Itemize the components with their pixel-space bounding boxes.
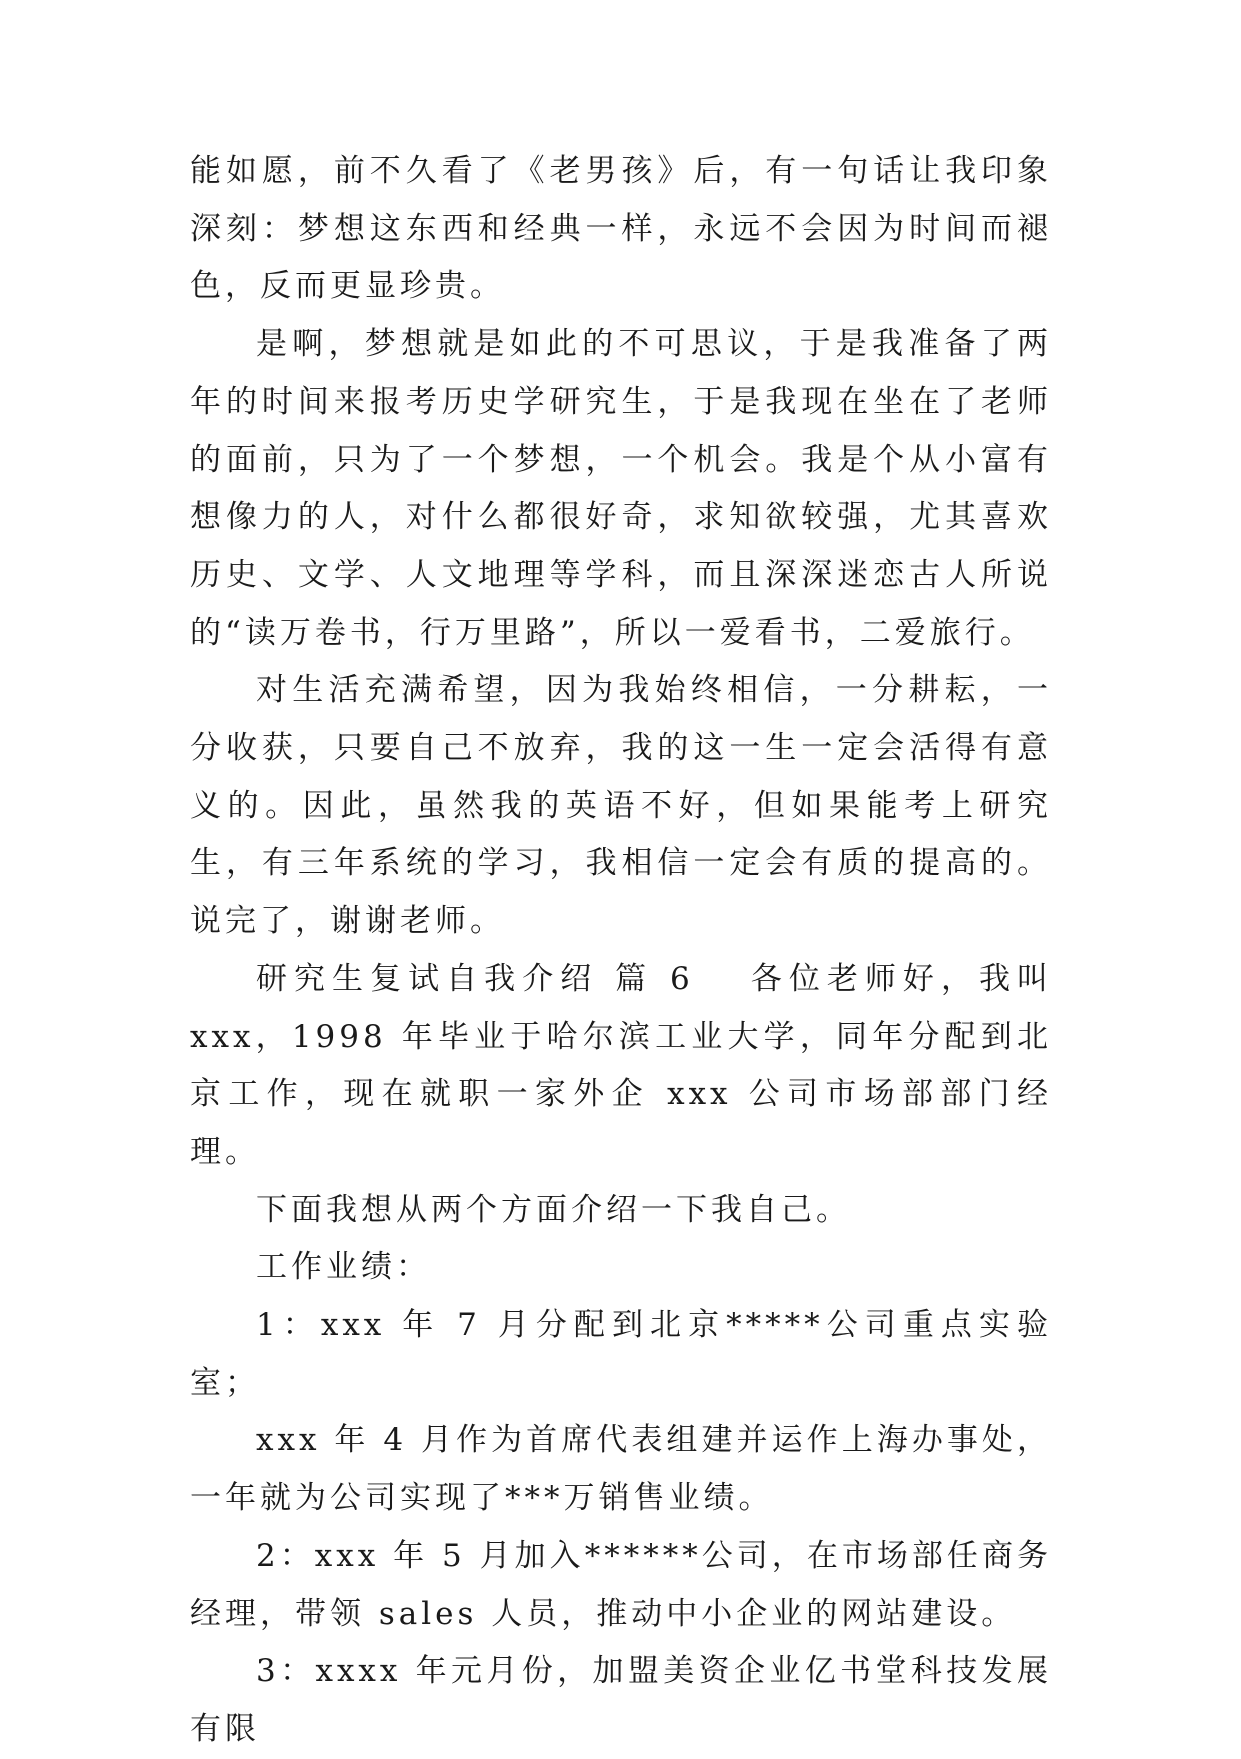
paragraph-text: 各位老师好，我叫 xxx，1998 年毕业于哈尔滨工业大学，同年分配到北京工作，现在就职一家外企 xxx 公司市场部部门经理。	[190, 960, 1053, 1170]
list-item: 3：xxxx 年元月份，加盟美资企业亿书堂科技发展有限	[190, 1653, 1052, 1747]
list-item: 2：xxx 年 5 月加入******公司，在市场部任商务经理，带领 sales 人员，推动中小企业的网站建设。	[190, 1537, 1052, 1632]
paragraph	[190, 951, 1052, 1182]
paragraph: 对生活充满希望，因为我始终相信，一分耕耘，一分收获，只要自己不放弃，我的这一生一定会活得有意义的。因此，虽然我的英语不好，但如果能考上研究生，有三年系统的学习，我相信一定会有质的提高的。说完了，谢谢老师。	[190, 672, 1052, 940]
document-body	[190, 143, 1052, 1759]
paragraph: 是啊，梦想就是如此的不可思议，于是我准备了两年的时间来报考历史学研究生，于是我现在坐在了老师的面前，只为了一个梦想，一个机会。我是个从小富有想像力的人，对什么都很好奇，求知欲较强，尤其喜欢历史、文学、人文地理等学科，而且深深迷恋古人所说的“读万卷书，行万里路”，所以一爱看书，二爱旅行。	[190, 326, 1052, 651]
section-heading: 研究生复试自我介绍 篇 6	[256, 960, 694, 997]
list-item: 1：xxx 年 7 月分配到北京*****公司重点实验室；	[190, 1307, 1052, 1401]
paragraph: xxx 年 4 月作为首席代表组建并运作上海办事处，一年就为公司实现了***万销售业绩。	[190, 1422, 1052, 1517]
paragraph: 工作业绩：	[256, 1249, 431, 1286]
paragraph: 能如愿，前不久看了《老男孩》后，有一句话让我印象深刻：梦想这东西和经典一样，永远不会因为时间而褪色，反而更显珍贵。	[190, 153, 1052, 305]
paragraph: 下面我想从两个方面介绍一下我自己。	[256, 1191, 851, 1228]
